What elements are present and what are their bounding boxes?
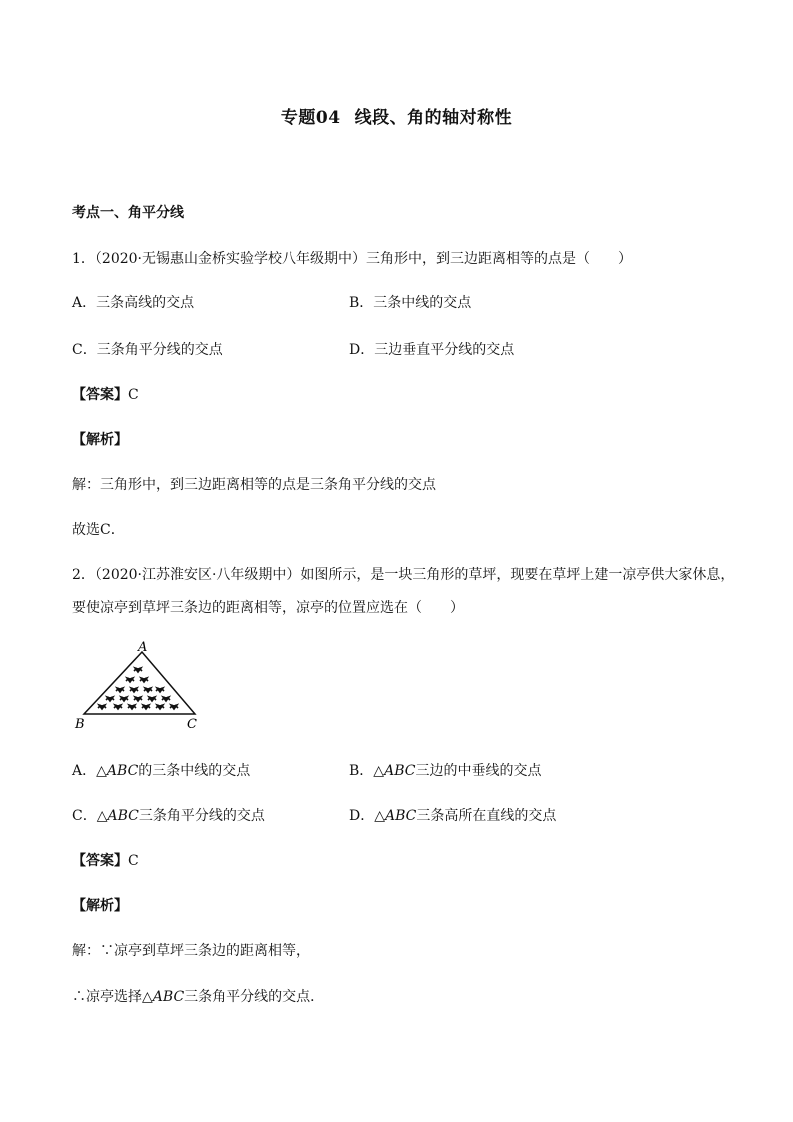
title-prefix: 专题04 [280,108,341,128]
q1-option-d: D．三边垂直平分线的交点 [349,342,515,358]
q2-answer-tag: 【答案】 [72,853,128,869]
q1-option-c: C．三条角平分线的交点 [72,342,223,358]
grass-tuft [140,678,148,682]
q2-conclusion-abc: ABC [152,989,185,1005]
q2-answer [72,850,139,870]
page-title [0,103,793,128]
q2-option-d-abc: ABC [385,808,417,824]
q2-conclusion [72,986,324,1006]
grass-tuft [126,678,134,682]
q2-option-c-prefix: C． [72,808,97,824]
q2-option-c-abc: ABC [107,808,139,824]
q2-solution: 解：∵凉亭到草坪三条边的距离相等， [72,943,310,959]
grass-tuft [156,705,164,709]
grass-tuft [130,688,138,692]
grass-tuft [134,668,142,672]
q1-answer [72,384,139,404]
grass-tuft [128,705,136,709]
q1-conclusion: 故选C． [72,522,125,538]
q2-option-b-prefix: B． [349,763,374,779]
triangle-figure-svg [74,640,209,732]
grass-tuft [170,705,178,709]
q1-analysis-tag: 【解析】 [72,432,128,448]
q1-option-a: A．三条高线的交点 [72,295,195,311]
grass-tuft [120,697,128,701]
q2-analysis-tag: 【解析】 [72,898,128,914]
q2-option-a-tri: △ [96,763,107,779]
grass-tuft [106,697,114,701]
grass-tuft [142,705,150,709]
grass-tufts [98,668,178,709]
q2-option-c-suffix: 三条角平分线的交点 [138,808,265,824]
triangle-lawn-figure [74,640,209,736]
q2-conclusion-tri: △ [142,989,153,1005]
section-heading: 考点一、角平分线 [72,205,184,221]
q2-option-b-tri: △ [373,763,385,779]
q2-option-b [349,760,541,780]
title-text: 线段、角的轴对称性 [354,108,513,128]
q2-stem-line2: 要使凉亭到草坪三条边的距离相等，凉亭的位置应选在（ ） [72,600,464,616]
q1-option-b: B．三条中线的交点 [349,295,472,311]
grass-tuft [134,697,142,701]
q2-conclusion-suffix: 三条角平分线的交点． [184,989,325,1005]
q1-answer-tag: 【答案】 [72,387,128,403]
q2-option-b-suffix: 三边的中垂线的交点 [415,763,542,779]
vertex-label-b: B [75,717,85,732]
q2-option-d-prefix: D． [349,808,375,824]
q1-solution: 解：三角形中，到三边距离相等的点是三条角平分线的交点 [72,477,436,493]
q2-option-a [72,760,250,780]
grass-tuft [98,705,106,709]
q2-answer-value: C [128,853,139,869]
q2-option-a-prefix: A． [72,763,97,779]
q2-option-a-suffix: 的三条中线的交点 [138,763,251,779]
grass-tuft [148,697,156,701]
q2-conclusion-prefix: ∴凉亭选择 [72,989,142,1005]
q2-option-c [72,805,265,825]
q1-stem: 1．（2020·无锡惠山金桥实验学校八年级期中）三角形中，到三边距离相等的点是（ ） [72,251,632,267]
q2-option-a-abc: ABC [106,763,139,779]
q2-stem-line1: 2．（2020·江苏淮安区·八年级期中）如图所示，是一块三角形的草坪，现要在草坪上建一凉亭供大家休息， [72,567,735,583]
grass-tuft [144,688,152,692]
q1-answer-value: C [128,387,139,403]
q2-option-d-suffix: 三条高所在直线的交点 [416,808,557,824]
q2-option-d [349,805,556,825]
grass-tuft [114,705,122,709]
grass-tuft [162,697,170,701]
grass-tuft [116,688,124,692]
q2-option-d-tri: △ [374,808,386,824]
vertex-label-c: C [187,717,197,732]
grass-tuft [156,688,164,692]
q2-option-c-tri: △ [96,808,108,824]
vertex-label-a: A [138,640,148,655]
q2-option-b-abc: ABC [384,763,416,779]
